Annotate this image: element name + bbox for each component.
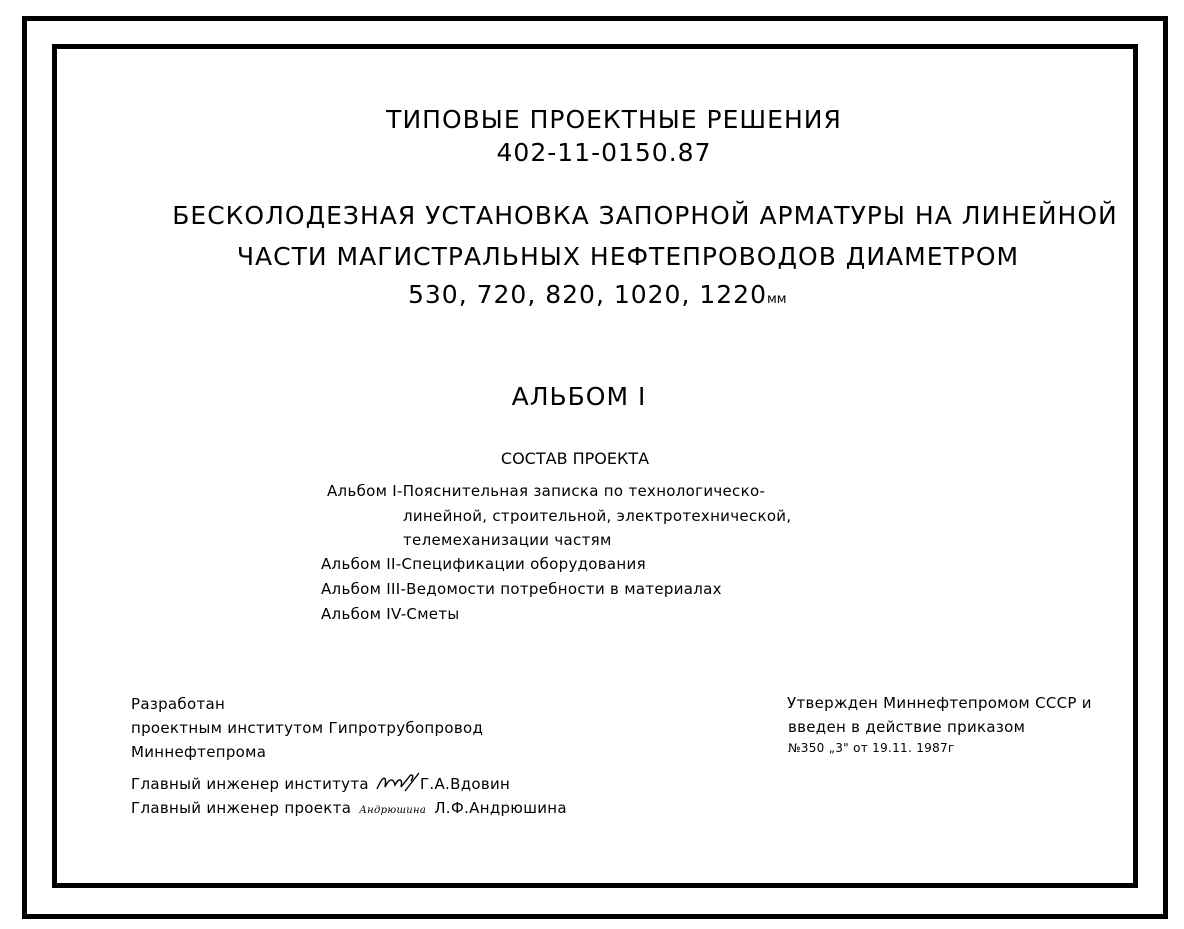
composition-item: Альбом IV-Сметы (321, 605, 460, 623)
composition-item: Альбом I-Пояснительная записка по технологическо- (327, 482, 766, 500)
chief-project-label: Главный инженер проекта (131, 799, 352, 817)
chief-institute-label: Главный инженер института (131, 775, 369, 793)
chief-project-name: Л.Ф.Андрюшина (434, 799, 567, 817)
signature-andryushina: Андрюшина (359, 805, 427, 816)
project-code: 402-11-0150.87 (496, 138, 712, 167)
diameter-unit: мм (766, 292, 787, 307)
composition-item: линейной, строительной, электротехнической, (403, 507, 792, 525)
composition-item: Альбом III-Ведомости потребности в материалах (321, 580, 722, 598)
title-line-2: ЧАСТИ МАГИСТРАЛЬНЫХ НЕФТЕПРОВОДОВ ДИАМЕТРОМ (236, 242, 1020, 271)
approval-line-3: №350 „3" от 19.11. 1987г (788, 741, 955, 755)
title-line-1: БЕСКОЛОДЕЗНАЯ УСТАНОВКА ЗАПОРНОЙ АРМАТУРЫ НА ЛИНЕЙНОЙ (172, 201, 1118, 230)
chief-institute-name: Г.А.Вдовин (419, 775, 511, 793)
composition-item: Альбом II-Спецификации оборудования (321, 555, 646, 573)
chief-project-row (131, 801, 567, 816)
developer-line-2: проектным институтом Гипротрубопровод (131, 719, 484, 737)
signature-vdovin-icon (375, 771, 423, 797)
developer-line-1: Разработан (131, 695, 226, 713)
chief-institute-row (131, 777, 510, 792)
composition-heading: СОСТАВ ПРОЕКТА (500, 449, 650, 468)
developer-line-3: Миннефтепрома (131, 743, 267, 761)
diameters: 530, 720, 820, 1020, 1220 (408, 280, 767, 309)
album-title: АЛЬБОМ I (511, 382, 647, 411)
title-diameters-row (408, 282, 787, 307)
composition-item: телемеханизации частям (403, 531, 612, 549)
series-title: ТИПОВЫЕ ПРОЕКТНЫЕ РЕШЕНИЯ (386, 105, 842, 134)
approval-line-1: Утвержден Миннефтепромом СССР и (787, 694, 1092, 712)
approval-line-2: введен в действие приказом (788, 718, 1026, 736)
